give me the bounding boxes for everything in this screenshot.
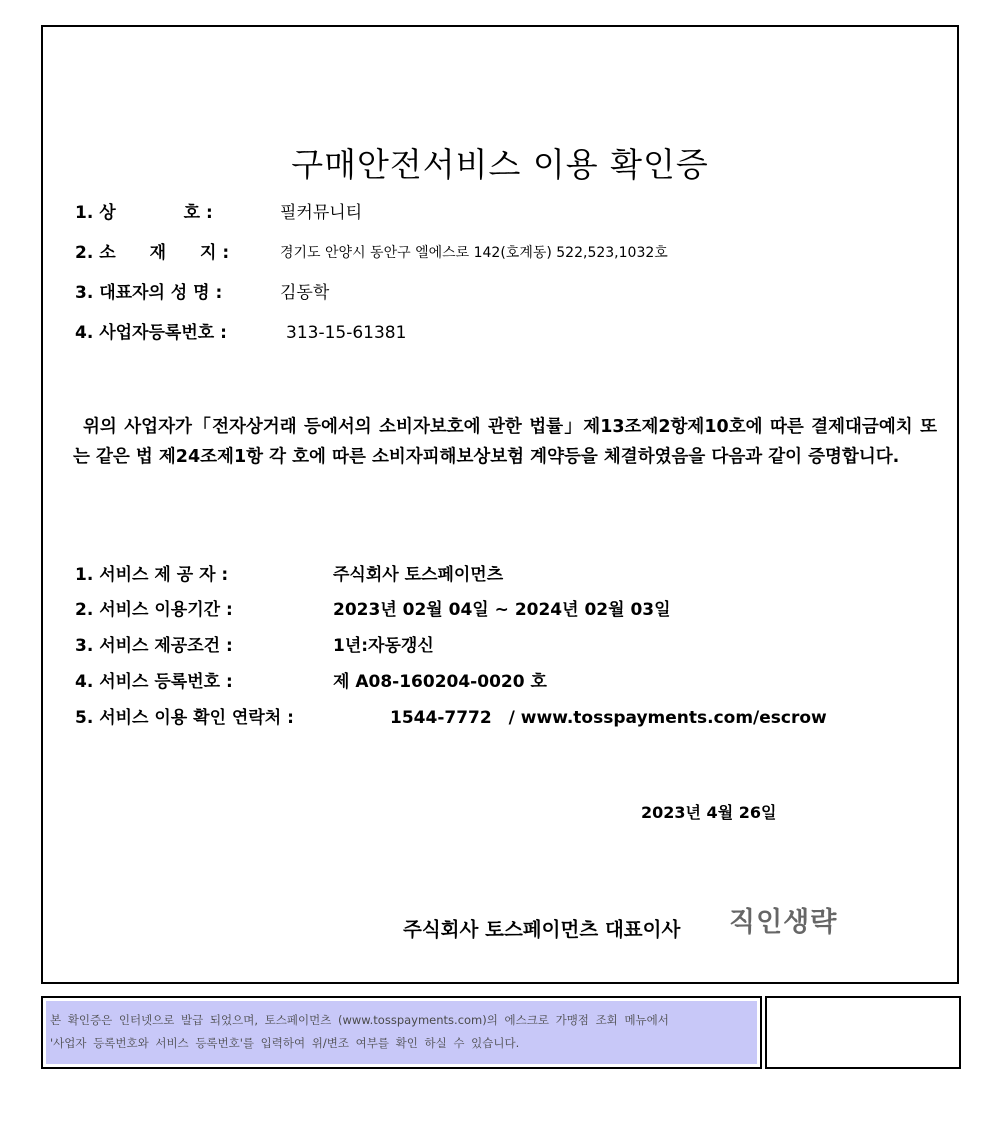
service-contact-value: 1544-7772 / www.tosspayments.com/escrow [390,708,827,728]
verification-notice [41,996,762,1069]
business-name-label: 1. 상 호 : [75,203,213,223]
registration-number-value: 313-15-61381 [286,323,407,343]
service-registration-label: 4. 서비스 등록번호 : [75,672,233,692]
certification-paragraph: 위의 사업자가「전자상거래 등에서의 소비자보호에 관한 법률」제13조제2항제10호에 따른 결제대금예치 또는 같은 법 제24조제1항 각 호에 따른 소비자피해보상보험 계약등을 체결하였음을 다음과 같이 증명합니다. [73,417,937,467]
document-title: 구매안전서비스 이용 확인증 [291,145,709,184]
notice-line-2: '사업자 등록번호와 서비스 등록번호'를 입력하여 위/변조 여부를 확인 하실 수 있습니다. [50,1036,520,1050]
business-address-label: 2. 소 재 지 : [75,243,230,263]
service-period-label: 2. 서비스 이용기간 : [75,600,233,620]
service-condition-value: 1년:자동갱신 [333,636,434,656]
service-provider-label: 1. 서비스 제 공 자 : [75,565,229,585]
service-condition-label: 3. 서비스 제공조건 : [75,636,233,656]
issuer-signature: 주식회사 토스페이먼츠 대표이사 [403,918,681,941]
service-provider-value: 주식회사 토스페이먼츠 [333,565,504,585]
business-address-value: 경기도 안양시 동안구 엘에스로 142(호계동) 522,523,1032호 [280,245,668,261]
registration-number-label: 4. 사업자등록번호 : [75,323,227,343]
issue-date: 2023년 4월 26일 [641,803,777,822]
service-registration-value: 제 A08-160204-0020 호 [333,672,547,692]
verification-notice-body [46,1001,757,1064]
representative-label: 3. 대표자의 성 명 : [75,283,223,303]
seal-omitted-mark: 직인생략 [729,907,838,938]
business-name-value: 필커뮤니티 [280,203,363,223]
service-contact-label: 5. 서비스 이용 확인 연락처 : [75,708,294,728]
certificate-frame [41,25,959,984]
representative-value: 김동학 [280,283,330,303]
notice-line-1: 본 확인증은 인터넷으로 발급 되었으며, 토스페이먼츠 (www.tosspayments.com)의 에스크로 가맹점 조회 메뉴에서 [50,1013,669,1027]
service-period-value: 2023년 02월 04일 ~ 2024년 02월 03일 [333,600,671,620]
stamp-box [765,996,961,1069]
